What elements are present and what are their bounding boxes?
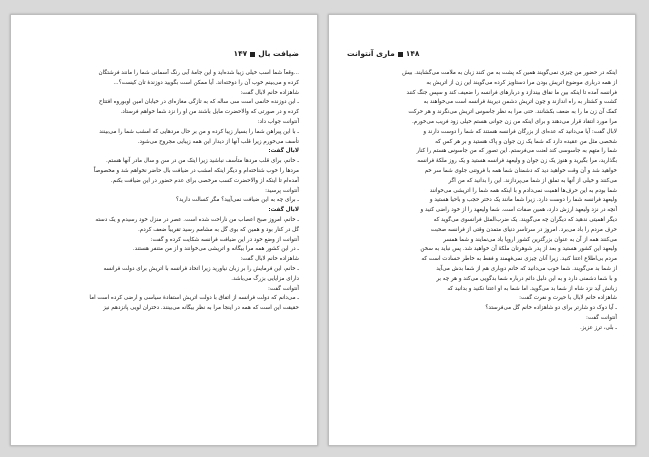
text-line: بگذارید، مرا بگیرید و هنوز یک زن جوان و ولیعهد فرانسه هستید و یک روز ملکهٔ فرانسه [417, 158, 617, 165]
text-line: لابال گفت: آیا می‌دانید که عده‌ای از بزرگان فرانسه هستند که شما را دوست دارند و [423, 128, 617, 135]
text-line: فرانسه آمده تا اینکه بین ما نفاق بیندازد و دربارهای فرانسه را ضعیف کند و سپس جنگ کنند [406, 89, 617, 96]
text-line: شما را متهم به جاسوسی کند لعنت می‌فرستم. این تصور که من جاسوس هستم را کنار [416, 148, 617, 155]
text-line: آمده‌ام تا اینکه از والاحضرت کسب مرخصی برای عدم حضور در این ضیافت بکنم. [110, 177, 299, 184]
text-line: حقیقت این است که همه در اینجا مرا به نظر بیگانه می‌بینند. دختران لویی پانزدهم نیز [103, 305, 299, 312]
right-page-header [347, 49, 617, 59]
text-line: شما بودم به این حرف‌ها اهمیت نمی‌دادم و با اینکه همه شما را اتریشی می‌خوانند [429, 187, 617, 194]
text-line: مردم بی‌اطلاع اعتنا کنید. زیرا آنان چیزی نمی‌فهمند و فقط به خاطر حسادت است که [421, 256, 617, 263]
text-line: آنچه در نزد ولیعهد ارزش دارد، همین صفات است. شما ولیعهد را از خود راضی کنید و [420, 207, 617, 214]
page-number: ۱۴۸ [405, 49, 420, 58]
header-separator-icon [398, 52, 403, 57]
text-line: آنتوانت گفت: [586, 314, 617, 321]
text-line: کمک آن زن ما را به ضعف بکشانند. حتی مرا به نظر جاسوس اتریش می‌نگرند و هر حرکت [408, 109, 617, 116]
text-line: ـ بلی، ترز عزیز. [579, 324, 617, 331]
right-page-body [347, 69, 617, 437]
running-title-text: ضیافت بال [258, 49, 299, 58]
text-line: ولیعهد فرانسه شما را دوست دارد. زیرا شما مانند یک دختر حجب و باحیا هستید و [429, 197, 617, 204]
text-line: از شما بد می‌گویند. شما خوب می‌دانید که خانم دوباری هم از شما بدش می‌آید [436, 265, 617, 272]
text-line: ـ می‌دانم که دولت فرانسه از اتفاق با دولت اتریش استفادهٔ سیاسی و ارضی کرده است اما [89, 295, 299, 302]
text-line: تأسف می‌خورم زیرا قلب آنها از دیدار این همه زیبایی مجروح می‌شود. [137, 138, 299, 145]
header-separator-icon [250, 52, 255, 57]
right-page [328, 14, 636, 446]
text-line: ـ آیا دوک دو شارتر برای دو شاهزاده خانم گل می‌فرستد؟ [485, 305, 617, 312]
text-line: ـ در این کشور همه مرا بیگانه و اتریشی می‌خوانند و از من متنفر هستند. [132, 246, 299, 253]
text-line: ـ با این پیراهن شما را بسیار زیبا کرده و من بر حال مردهایی که امشب شما را می‌بینند [99, 128, 299, 135]
left-page-body [29, 69, 299, 437]
text-line: خواهید شد و آن وقت خواهید دید که دشمنان شما همه با فروتنی جلوی شما سر خم [424, 167, 617, 174]
text-line: ـ خانم، برای قلب مردها متأسف نباشید زیرا اینک من در سن و سال مادر آنها هستم. [106, 158, 299, 165]
text-line: ـ خانم، این فرمایش را بر زبان نیاورید زیرا اتحاد فرانسه با اتریش برای دولت فرانسه [103, 265, 299, 272]
left-page [10, 14, 318, 446]
text-line: ـ خانم، امروز صبح اعصاب من ناراحت شده است. عصر در منزل خود رسیدم و یک دسته [95, 216, 299, 223]
text-line: می‌کنند همه از آن به عنوان بزرگترین کشور اروپا یاد می‌نمایند و شما همسر [443, 236, 617, 243]
text-line: مردها را خوب شناخته‌ام و دیگر اینکه امشب در ضیافت بال حاضر نخواهم شد و مخصوصاً [93, 167, 299, 174]
text-line: کشت و کشتار به راه اندازند و چون اتریش دشمن دیرینهٔ فرانسه است می‌خواهند به [423, 99, 617, 106]
text-line: آنتوانت پرسید: [265, 187, 299, 194]
text-line: زبانش آید نزد شاه از شما بد می‌گوید. اما شما به او اعتنا نکنید و بدانید که [447, 285, 617, 292]
text-line: مرا مورد انتقاد قرار می‌دهند و برای اینکه من زن جوانی هستم خیلی زود فریب می‌خورم. [412, 118, 617, 125]
text-line: شاهزاده خانم لابال گفت: [240, 89, 299, 96]
text-line: کرده و در صورتی که والاحضرت مایل باشند من او را نزد شما خواهم فرستاد. [120, 109, 299, 116]
text-line: آنتوانت از وضع خود در این ضیافت فرانسه شکایت کرده و گفت: [150, 236, 299, 243]
text-line: گل در کنار بود و همین که بوی گل به مشامم رسید تقریباً ضعف کردم. [137, 226, 299, 233]
text-line: شاهزاده خانم لابال گفت: [240, 256, 299, 263]
text-line: اینکه در حضور من چیزی نمی‌گویند همین که پشت به من کنند زبان به ملامت می‌گشایند. بیش [402, 70, 617, 76]
text-line: شاهزاده خانم لابال با حیرت و نفرت گفت: [519, 295, 617, 302]
text-line: حرف مردم را باد می‌برد. امروز در سرتاسر دنیای متمدن وقتی از فرانسه صحبت [430, 226, 617, 233]
text-line: ـ برای چه به این ضیافت نمی‌آیید؟ مگر کسالت دارید؟ [176, 197, 299, 204]
text-line: لابال گفت: [268, 207, 299, 214]
text-line: از همه درباری موضوع اتریش بودن مرا دستاویز کرده می‌گویند این زن از اتریش به [426, 79, 617, 86]
text-line: دیگر اهمیتی ندهید که دیگران چه می‌گویند. یک ضرب‌المثل فرانسوی می‌گوید که [433, 216, 617, 223]
left-page-header [29, 49, 299, 59]
text-line: شخصی مثل من عقیده دارد که شما یک زن جوان و پاک هستید و بر هر کس که [435, 138, 617, 145]
text-line: و با شما دشمنی دارد و به این دلیل دائم درباره شما بدگویی می‌کند و هر چه بر [436, 275, 617, 282]
text-line: لابال گفت: [268, 148, 299, 155]
page-number: ۱۴۷ [233, 49, 248, 58]
text-line: آنتوانت جواب داد: [257, 118, 299, 125]
text-line: دارای مزایایی بزرگ می‌باشد. [231, 275, 299, 282]
text-line: آنتوانت گفت: [268, 285, 299, 292]
text-line: ولیعهد این کشور هستید و بعد از پدر شوهرتان ملکهٔ آن خواهید شد. پس نباید به سخن [420, 246, 617, 253]
text-line: می‌کنند و خیلی از آنها به تملق از شما می‌پردازند. این را بدانید که من اگر [448, 177, 617, 184]
text-line: ...وقعاً شما اسب خیلی زیبا شده‌اید و این جامهٔ آبی رنگ آسمانی شما را مانند فرشتگان [98, 70, 299, 76]
running-title [234, 49, 299, 58]
running-title [347, 49, 419, 58]
text-line: کرده و می‌بینم خوب آن را دوخته‌اند. آیا ممکن است بگویید دوزندهٔ تان کیست؟... [113, 79, 299, 86]
text-line: ـ این دوزنده خانمی است سی ساله که به تازگی مغازه‌ای در خیابان امین اوبوروه افتتاح [98, 99, 299, 106]
running-title-text: ماری آنتوانت [347, 49, 395, 58]
